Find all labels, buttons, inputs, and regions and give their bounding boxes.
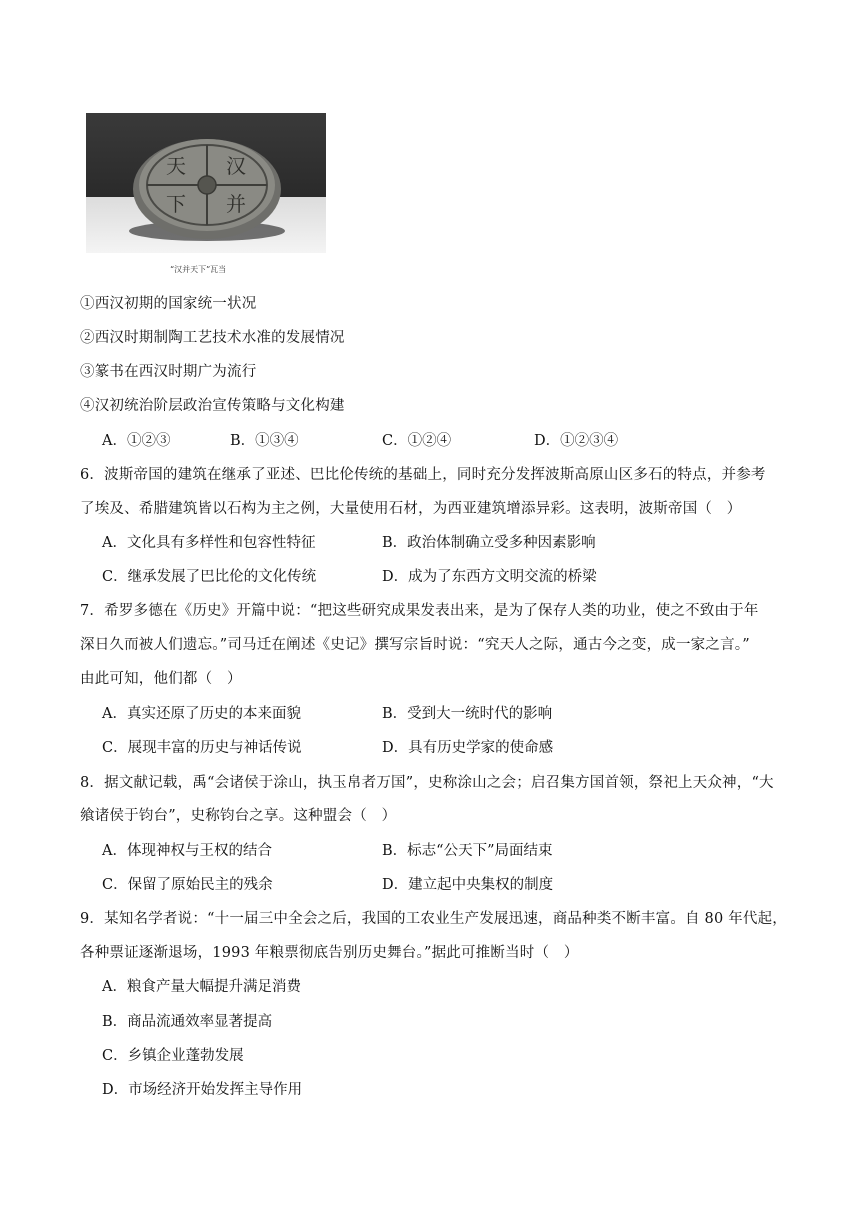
q6-option-c: C．继承发展了巴比伦的文化传统 — [102, 569, 317, 585]
wadang-photo — [86, 113, 326, 253]
q7-stem-line-3: 由此可知，他们都（ ） — [80, 671, 242, 687]
q6-stem-line-1: 6．波斯帝国的建筑在继承了亚述、巴比伦传统的基础上，同时充分发挥波斯高原山区多石的特点，并参考 — [80, 467, 766, 483]
q9-option-c: C．乡镇企业蓬勃发展 — [102, 1048, 244, 1064]
seal-char-4: 下 — [166, 192, 186, 216]
q5-item-1: ①西汉初期的国家统一状况 — [80, 296, 257, 312]
q9-option-d: D．市场经济开始发挥主导作用 — [102, 1082, 303, 1098]
q5-item-3: ③篆书在西汉时期广为流行 — [80, 364, 257, 380]
q5-item-2: ②西汉时期制陶工艺技术水准的发展情况 — [80, 330, 345, 346]
q7-stem-line-1: 7．希罗多德在《历史》开篇中说：“把这些研究成果发表出来，是为了保存人类的功业，使之不致由于年 — [80, 603, 759, 619]
q8-option-c: C．保留了原始民主的残余 — [102, 877, 273, 893]
q6-option-d: D．成为了东西方文明交流的桥梁 — [382, 569, 597, 585]
seal-char-2: 并 — [226, 192, 246, 216]
roof-tile-end-illustration — [86, 113, 326, 253]
q8-option-b: B．标志“公天下”局面结束 — [382, 843, 553, 859]
q5-option-b: B．①③④ — [230, 433, 299, 449]
q8-stem-line-1: 8．据文献记载，禹“会诸侯于涂山，执玉帛者万国”，史称涂山之会；启召集方国首领，祭祀上天众神，“大 — [80, 775, 774, 791]
q7-stem-line-2: 深日久而被人们遗忘。”司马迁在阐述《史记》撰写宗旨时说：“究天人之际，通古今之变，成一家之言。” — [80, 637, 750, 653]
q5-option-c: C．①②④ — [382, 433, 452, 449]
seal-char-1: 汉 — [226, 154, 246, 178]
q9-option-a: A．粮食产量大幅提升满足消费 — [102, 979, 301, 995]
q6-option-a: A．文化具有多样性和包容性特征 — [102, 535, 316, 551]
q8-option-a: A．体现神权与王权的结合 — [102, 843, 272, 859]
q5-item-4: ④汉初统治阶层政治宣传策略与文化构建 — [80, 398, 345, 414]
q6-option-b: B．政治体制确立受多种因素影响 — [382, 535, 596, 551]
seal-char-3: 天 — [166, 154, 186, 178]
q9-stem-line-1: 9．某知名学者说：“十一届三中全会之后，我国的工农业生产发展迅速，商品种类不断丰富。自 80 年代起， — [80, 911, 788, 927]
q9-stem-line-2: 各种票证逐渐退场，1993 年粮票彻底告别历史舞台。”据此可推断当时（ ） — [80, 945, 579, 961]
image-caption: “汉并天下”瓦当 — [170, 265, 227, 274]
q8-stem-line-2: 飨诸侯于钧台”，史称钧台之享。这种盟会（ ） — [80, 808, 397, 824]
q7-option-d: D．具有历史学家的使命感 — [382, 740, 554, 756]
q7-option-a: A．真实还原了历史的本来面貌 — [102, 706, 301, 722]
q9-option-b: B．商品流通效率显著提高 — [102, 1014, 273, 1030]
q8-option-d: D．建立起中央集权的制度 — [382, 877, 554, 893]
q5-option-d: D．①②③④ — [534, 433, 619, 449]
q7-option-c: C．展现丰富的历史与神话传说 — [102, 740, 302, 756]
q5-option-a: A．①②③ — [102, 433, 171, 449]
q7-option-b: B．受到大一统时代的影响 — [382, 706, 553, 722]
q6-stem-line-2: 了埃及、希腊建筑皆以石构为主之例，大量使用石材，为西亚建筑增添异彩。这表明，波斯帝国（ ） — [80, 501, 742, 517]
